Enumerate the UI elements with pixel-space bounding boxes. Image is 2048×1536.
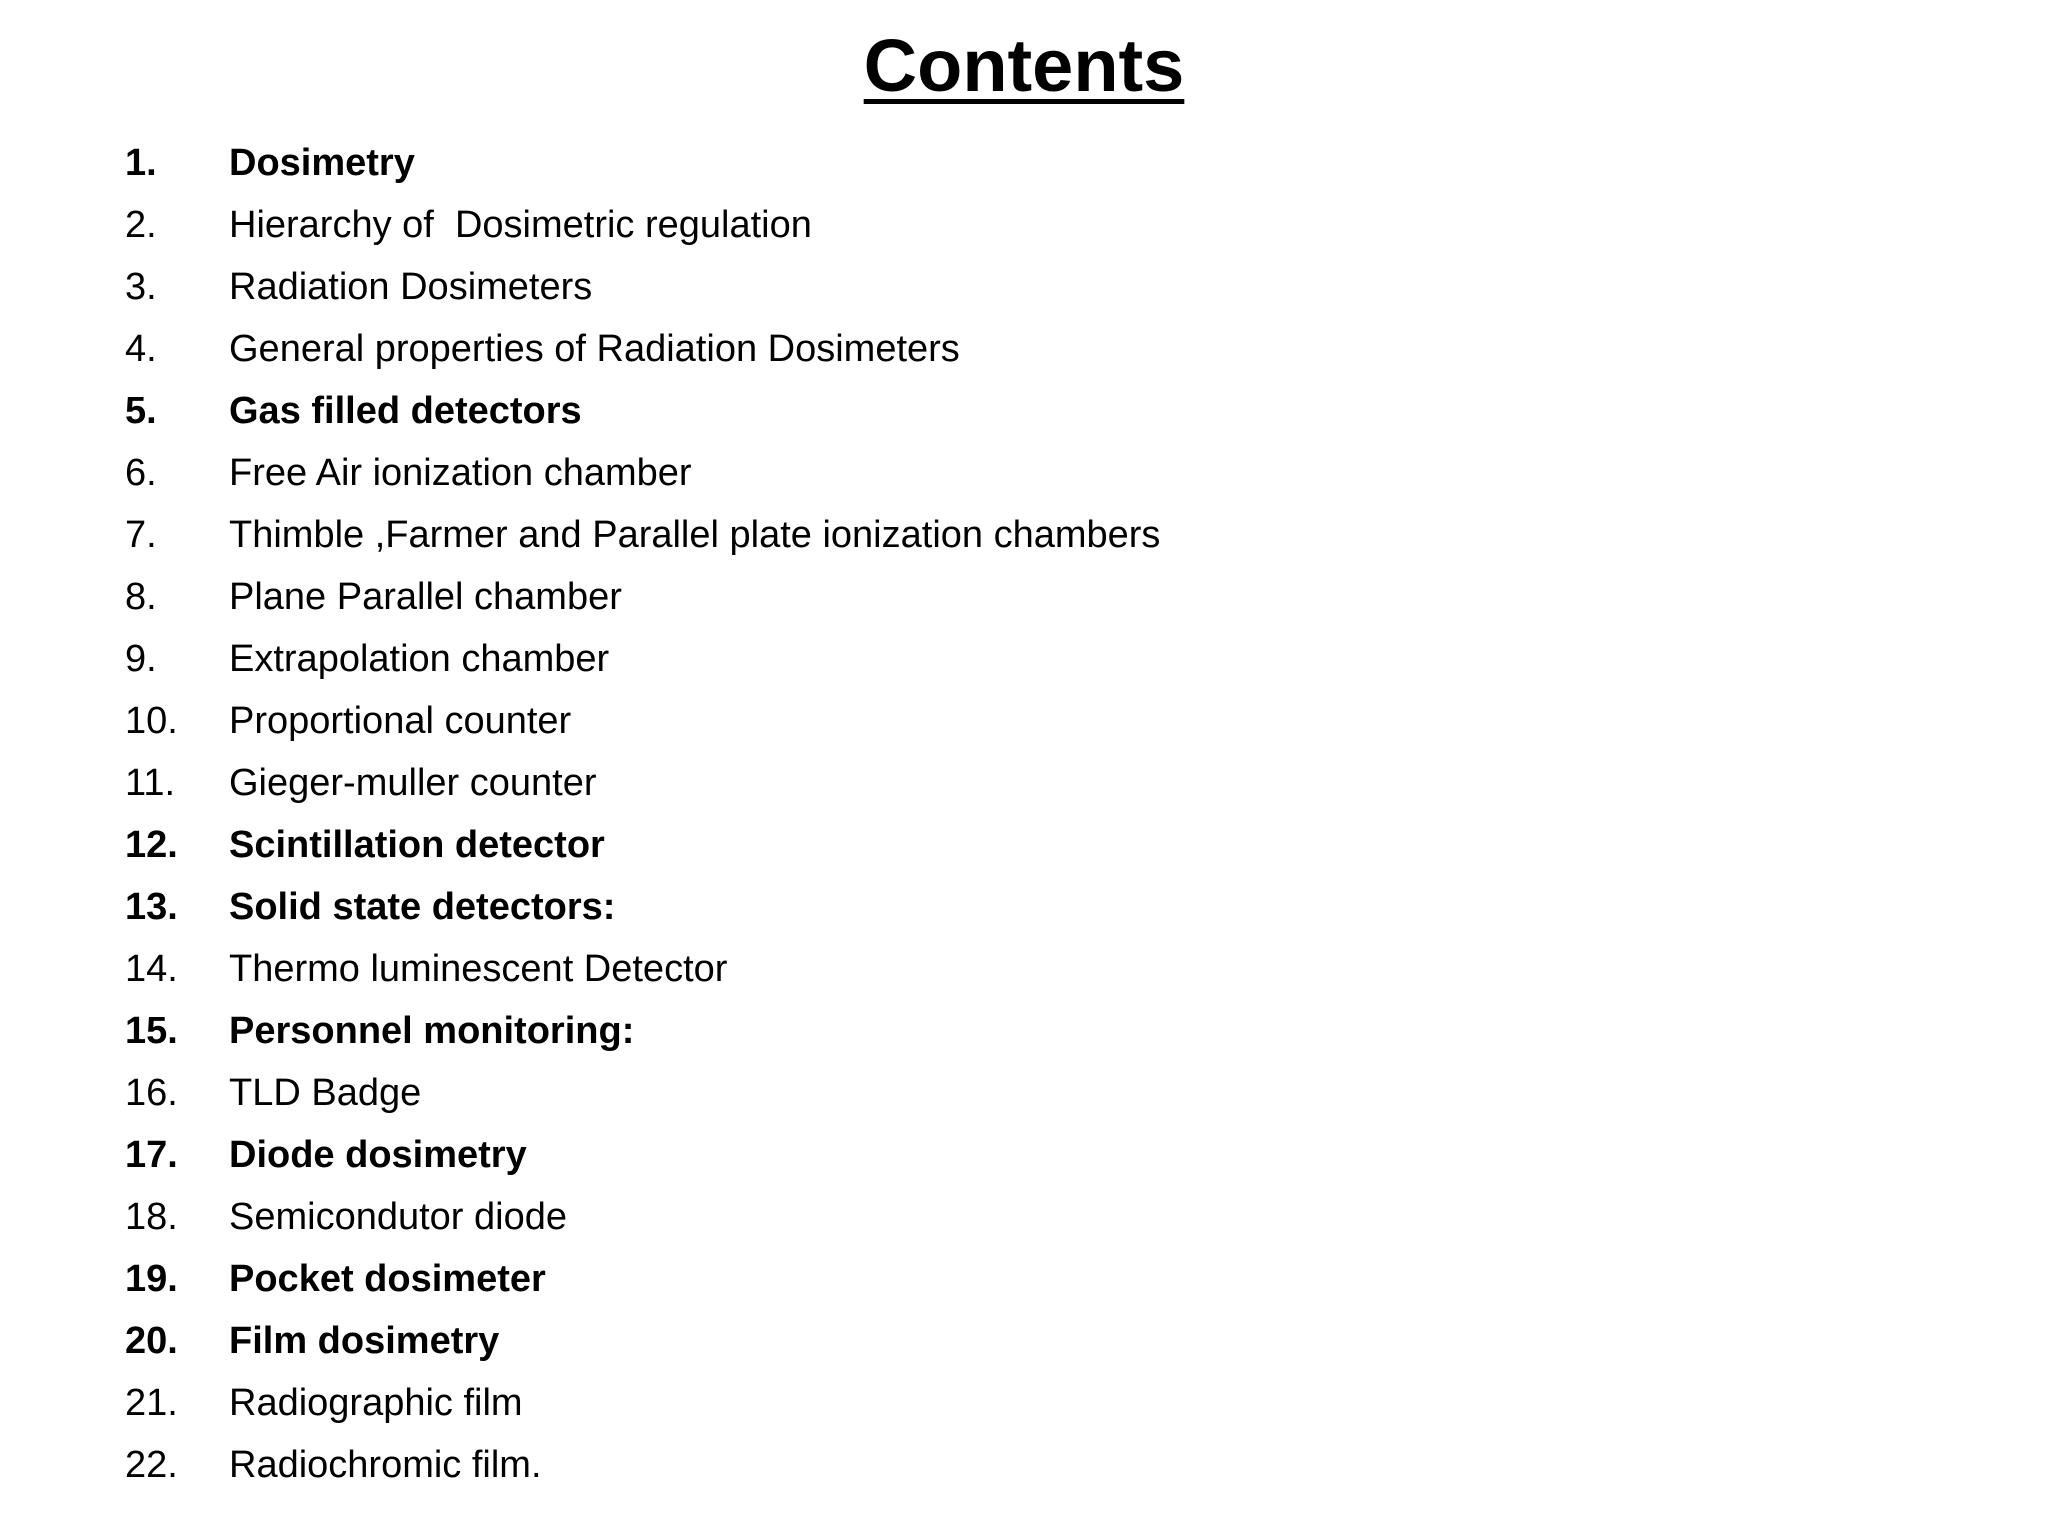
list-item-number: 6. (125, 452, 157, 494)
list-item-number: 20. (125, 1320, 178, 1362)
list-item-text: Radiochromic film. (229, 1444, 542, 1486)
list-item-number: 7. (125, 514, 157, 556)
list-item-text: General properties of Radiation Dosimeters (229, 328, 960, 370)
list-item (125, 566, 1825, 628)
list-item-number: 17. (125, 1134, 178, 1176)
list-item-number: 22. (125, 1444, 178, 1486)
list-item-text: Gas filled detectors (229, 390, 582, 432)
list-item-text: Free Air ionization chamber (229, 452, 692, 494)
list-item-text: Extrapolation chamber (229, 638, 610, 680)
list-item-text: Thimble ,Farmer and Parallel plate ionization chambers (229, 514, 1161, 556)
list-item-text: Scintillation detector (229, 824, 605, 866)
list-item-text: TLD Badge (229, 1072, 422, 1114)
list-item-number: 18. (125, 1196, 178, 1238)
list-item-number: 19. (125, 1258, 178, 1300)
list-item (125, 442, 1825, 504)
list-item (125, 504, 1825, 566)
list-item-number: 13. (125, 886, 178, 928)
list-item-number: 12. (125, 824, 178, 866)
list-item (125, 628, 1825, 690)
list-item (125, 1062, 1825, 1124)
list-item-number: 16. (125, 1072, 178, 1114)
list-item-text: Pocket dosimeter (229, 1258, 546, 1300)
list-item-text: Film dosimetry (229, 1320, 500, 1362)
list-item (125, 380, 1825, 442)
list-item (125, 1310, 1825, 1372)
list-item-number: 15. (125, 1010, 178, 1052)
list-item-number: 9. (125, 638, 157, 680)
list-item (125, 814, 1825, 876)
list-item (125, 1124, 1825, 1186)
list-item-number: 5. (125, 390, 157, 432)
list-item (125, 256, 1825, 318)
list-item-number: 21. (125, 1382, 178, 1424)
list-item-number: 2. (125, 204, 157, 246)
list-item-number: 10. (125, 700, 178, 742)
page-title (0, 22, 2048, 110)
contents-list (125, 132, 1825, 1496)
list-item (125, 876, 1825, 938)
list-item-text: Solid state detectors: (229, 886, 616, 928)
list-item-text: Dosimetry (229, 142, 415, 184)
list-item (125, 318, 1825, 380)
list-item-text: Radiographic film (229, 1382, 523, 1424)
list-item-number: 11. (125, 762, 176, 804)
list-item-number: 8. (125, 576, 157, 618)
list-item-text: Personnel monitoring: (229, 1010, 635, 1052)
list-item-text: Plane Parallel chamber (229, 576, 622, 618)
page-title-text: Contents (863, 24, 1185, 107)
list-item-text: Thermo luminescent Detector (229, 948, 728, 990)
list-item-text: Proportional counter (229, 700, 572, 742)
list-item-number: 4. (125, 328, 157, 370)
list-item-number: 3. (125, 266, 157, 308)
list-item (125, 1186, 1825, 1248)
list-item-text: Hierarchy of Dosimetric regulation (229, 204, 812, 246)
list-item-number: 14. (125, 948, 178, 990)
list-item (125, 194, 1825, 256)
list-item (125, 1000, 1825, 1062)
list-item-text: Semicondutor diode (229, 1196, 567, 1238)
list-item (125, 1434, 1825, 1496)
list-item-text: Gieger-muller counter (229, 762, 597, 804)
list-item (125, 690, 1825, 752)
list-item (125, 938, 1825, 1000)
list-item (125, 132, 1825, 194)
list-item-number: 1. (125, 142, 157, 184)
list-item-text: Radiation Dosimeters (229, 266, 593, 308)
list-item (125, 752, 1825, 814)
list-item-text: Diode dosimetry (229, 1134, 527, 1176)
list-item (125, 1372, 1825, 1434)
list-item (125, 1248, 1825, 1310)
